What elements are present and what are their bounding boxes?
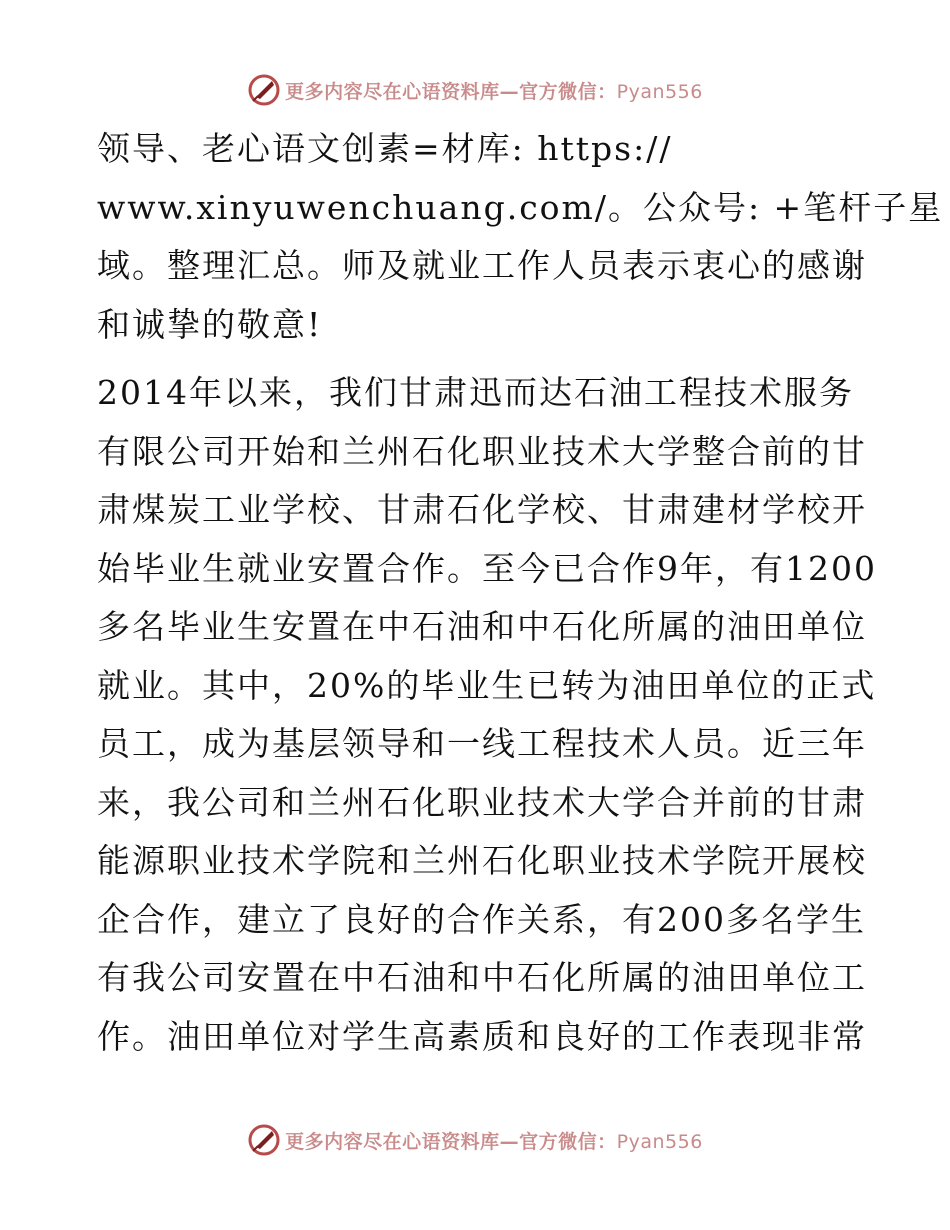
- text-line: 2014年以来，我们甘肃迅而达石油工程技术服务: [97, 373, 854, 412]
- paragraph-2: [97, 364, 877, 1066]
- text-line: 能源职业技术学院和兰州石化职业技术学院开展校: [97, 841, 867, 880]
- footer-banner-text: [285, 1127, 703, 1154]
- header-banner-label: 更多内容尽在心语资料库—官方微信：: [285, 80, 617, 103]
- quill-logo-icon: [247, 73, 281, 107]
- text-line: 始毕业生就业安置合作。至今已合作9年，有1200: [97, 548, 877, 588]
- text-line: 和诚挚的敬意!: [97, 304, 323, 344]
- text-line: 作。油田单位对学生高素质和良好的工作表现非常: [97, 1016, 867, 1056]
- text-line: 域。整理汇总。师及就业工作人员表示衷心的感谢: [97, 246, 867, 285]
- header-banner: [0, 70, 950, 110]
- text-line: 企合作，建立了良好的合作关系，有200多名学生: [97, 899, 866, 939]
- text-line: 来，我公司和兰州石化职业技术大学合并前的甘肃: [97, 782, 867, 822]
- paragraph-1: [97, 120, 944, 354]
- text-line: 多名毕业生安置在中石油和中石化所属的油田单位: [97, 607, 867, 646]
- text-line: 就业。其中，20%的毕业生已转为油田单位的正式: [97, 665, 877, 705]
- footer-banner-label: 更多内容尽在心语资料库—官方微信：: [285, 1130, 617, 1153]
- text-line: 有我公司安置在中石油和中石化所属的油田单位工: [97, 958, 867, 997]
- text-line: 有限公司开始和兰州石化职业技术大学整合前的甘: [97, 431, 867, 471]
- text-line: 员工，成为基层领导和一线工程技术人员。近三年: [97, 724, 867, 763]
- quill-logo-icon: [247, 1123, 281, 1157]
- text-line: 领导、老心语文创素=材库: https://: [97, 129, 673, 168]
- text-line: www.xinyuwenchuang.com/。公众号: +笔杆子星: [97, 187, 944, 227]
- header-banner-handle: Pyan556: [616, 80, 703, 103]
- header-banner-text: [285, 77, 703, 104]
- footer-banner: [0, 1120, 950, 1160]
- footer-banner-handle: Pyan556: [616, 1130, 703, 1153]
- text-line: 肃煤炭工业学校、甘肃石化学校、甘肃建材学校开: [97, 490, 867, 529]
